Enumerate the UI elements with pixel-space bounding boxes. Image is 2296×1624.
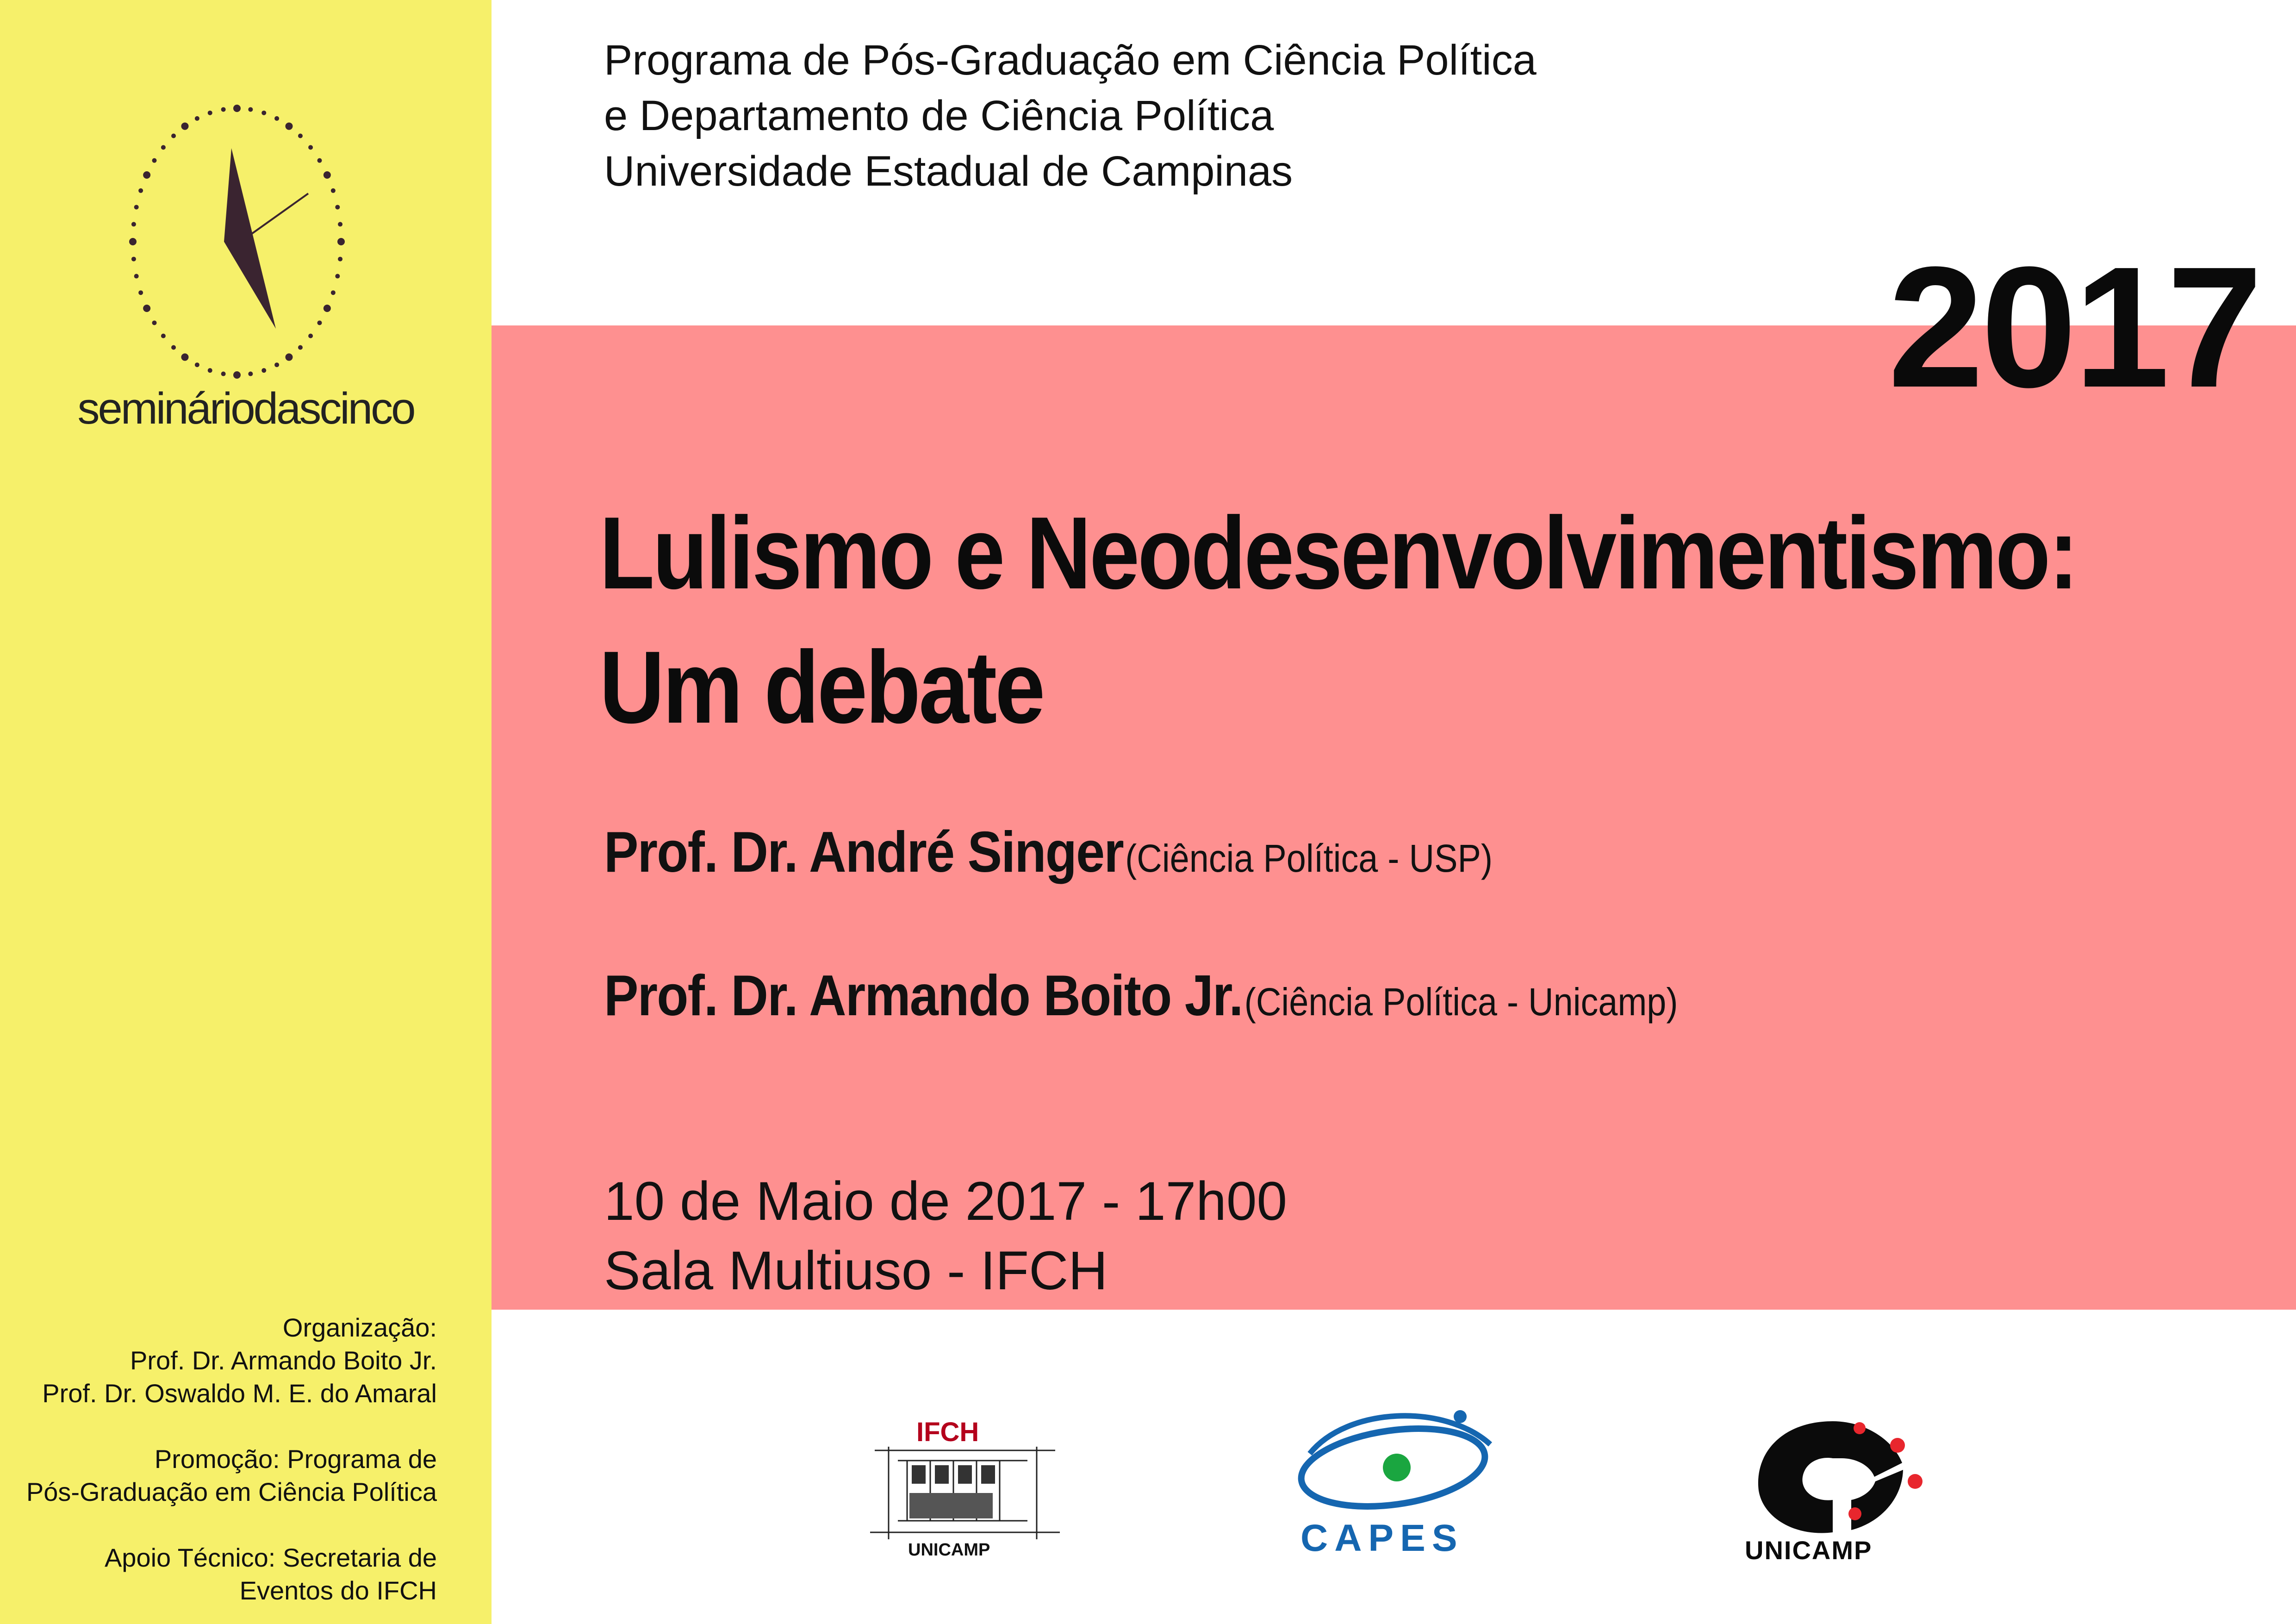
title-line-1: Lulismo e Neodesenvolvimentismo: xyxy=(599,496,2077,611)
event-date-time: 10 de Maio de 2017 - 17h00 xyxy=(604,1171,1288,1232)
credits xyxy=(0,1311,437,1607)
clock-tick xyxy=(335,274,340,279)
clock-tick xyxy=(274,362,279,367)
clock-tick xyxy=(195,116,199,121)
clock-tick xyxy=(152,158,156,163)
clock-tick xyxy=(261,111,266,115)
clock-tick xyxy=(286,353,293,361)
clock-tick xyxy=(233,105,241,112)
series-name-part2: das xyxy=(253,384,320,433)
promo-line-2: Pós-Graduação em Ciência Política xyxy=(26,1477,437,1506)
event-band xyxy=(492,325,2296,1310)
speaker-1 xyxy=(604,819,1493,885)
clock-icon xyxy=(126,103,348,381)
clock-tick xyxy=(138,188,143,193)
clock-tick xyxy=(131,222,136,226)
series-name xyxy=(0,383,492,434)
clock-tick xyxy=(274,116,279,121)
credits-spacer xyxy=(0,1508,437,1541)
clock-tick xyxy=(138,290,143,295)
clock-tick xyxy=(308,334,313,338)
clock-tick xyxy=(286,123,293,130)
speaker-2-name: Prof. Dr. Armando Boito Jr. xyxy=(604,964,1243,1028)
unicamp-mark-icon xyxy=(1758,1421,1923,1533)
clock-tick xyxy=(134,205,139,209)
clock-tick xyxy=(317,158,322,163)
clock-tick xyxy=(221,372,226,376)
speaker-2-affiliation: (Ciência Política - Unicamp) xyxy=(1244,980,1678,1024)
clock-tick xyxy=(317,320,322,325)
speaker-1-name: Prof. Dr. André Singer xyxy=(604,820,1124,884)
clock-minute-hand xyxy=(241,194,308,242)
capes-logo-text: CAPES xyxy=(1300,1517,1464,1559)
clock-tick xyxy=(161,334,166,338)
clock-tick xyxy=(324,305,331,312)
clock-tick xyxy=(152,320,156,325)
clock-tick xyxy=(129,238,137,245)
header-line-1: Programa de Pós-Graduação em Ciência Política xyxy=(604,37,1537,84)
clock-tick xyxy=(337,238,345,245)
clock-hour-hand xyxy=(224,148,276,329)
ifch-logo-top-text: IFCH xyxy=(916,1417,979,1447)
clock-tick xyxy=(221,107,226,112)
clock-tick xyxy=(298,134,303,138)
clock-tick xyxy=(143,305,150,312)
credits-spacer xyxy=(0,1410,437,1443)
header-line-3: Universidade Estadual de Campinas xyxy=(604,148,1293,195)
clock-tick xyxy=(208,368,212,373)
support-line-1: Apoio Técnico: Secretaria de xyxy=(104,1543,437,1572)
speaker-2 xyxy=(604,963,1678,1029)
clock-tick xyxy=(181,123,189,130)
ifch-logo-bottom-text: UNICAMP xyxy=(908,1540,990,1560)
clock-tick xyxy=(298,345,303,350)
clock-tick xyxy=(338,257,342,262)
clock-tick xyxy=(331,290,336,295)
org-line-1: Prof. Dr. Armando Boito Jr. xyxy=(130,1346,437,1375)
capes-logo xyxy=(1291,1398,1509,1560)
clock-tick xyxy=(335,205,340,209)
unicamp-logo-text: UNICAMP xyxy=(1745,1536,1873,1565)
clock-tick xyxy=(143,171,150,179)
org-line-2: Prof. Dr. Oswaldo M. E. do Amaral xyxy=(42,1379,437,1408)
event-place: Sala Multiuso - IFCH xyxy=(604,1240,1108,1301)
clock-tick xyxy=(248,372,253,376)
clock-tick xyxy=(171,134,176,138)
title-line-2: Um debate xyxy=(599,630,1044,745)
clock-tick xyxy=(208,111,212,115)
clock-tick xyxy=(324,171,331,179)
clock-tick xyxy=(181,353,189,361)
clock-tick xyxy=(131,257,136,262)
clock-tick xyxy=(171,345,176,350)
clock-tick xyxy=(233,371,241,379)
clock-tick xyxy=(195,362,199,367)
event-details xyxy=(604,1167,1287,1305)
speaker-1-affiliation: (Ciência Política - USP) xyxy=(1125,837,1493,880)
clock-tick xyxy=(331,188,336,193)
clock-tick xyxy=(248,107,253,112)
event-title xyxy=(599,486,2077,755)
promo-line-1: Promoção: Programa de xyxy=(154,1444,437,1474)
clock-tick xyxy=(161,145,166,150)
clock-tick xyxy=(338,222,342,226)
clock-tick xyxy=(261,368,266,373)
org-label: Organização: xyxy=(282,1313,437,1342)
clock-tick xyxy=(134,274,139,279)
ifch-logo xyxy=(870,1414,1060,1562)
unicamp-logo xyxy=(1740,1412,1925,1565)
clock-tick xyxy=(308,145,313,150)
institution-header xyxy=(604,32,1537,199)
series-name-part1: seminário xyxy=(77,384,254,433)
support-line-2: Eventos do IFCH xyxy=(239,1576,437,1605)
header-line-2: e Departamento de Ciência Política xyxy=(604,92,1274,139)
year: 2017 xyxy=(1888,231,2260,423)
series-name-part3: cinco xyxy=(319,384,414,433)
